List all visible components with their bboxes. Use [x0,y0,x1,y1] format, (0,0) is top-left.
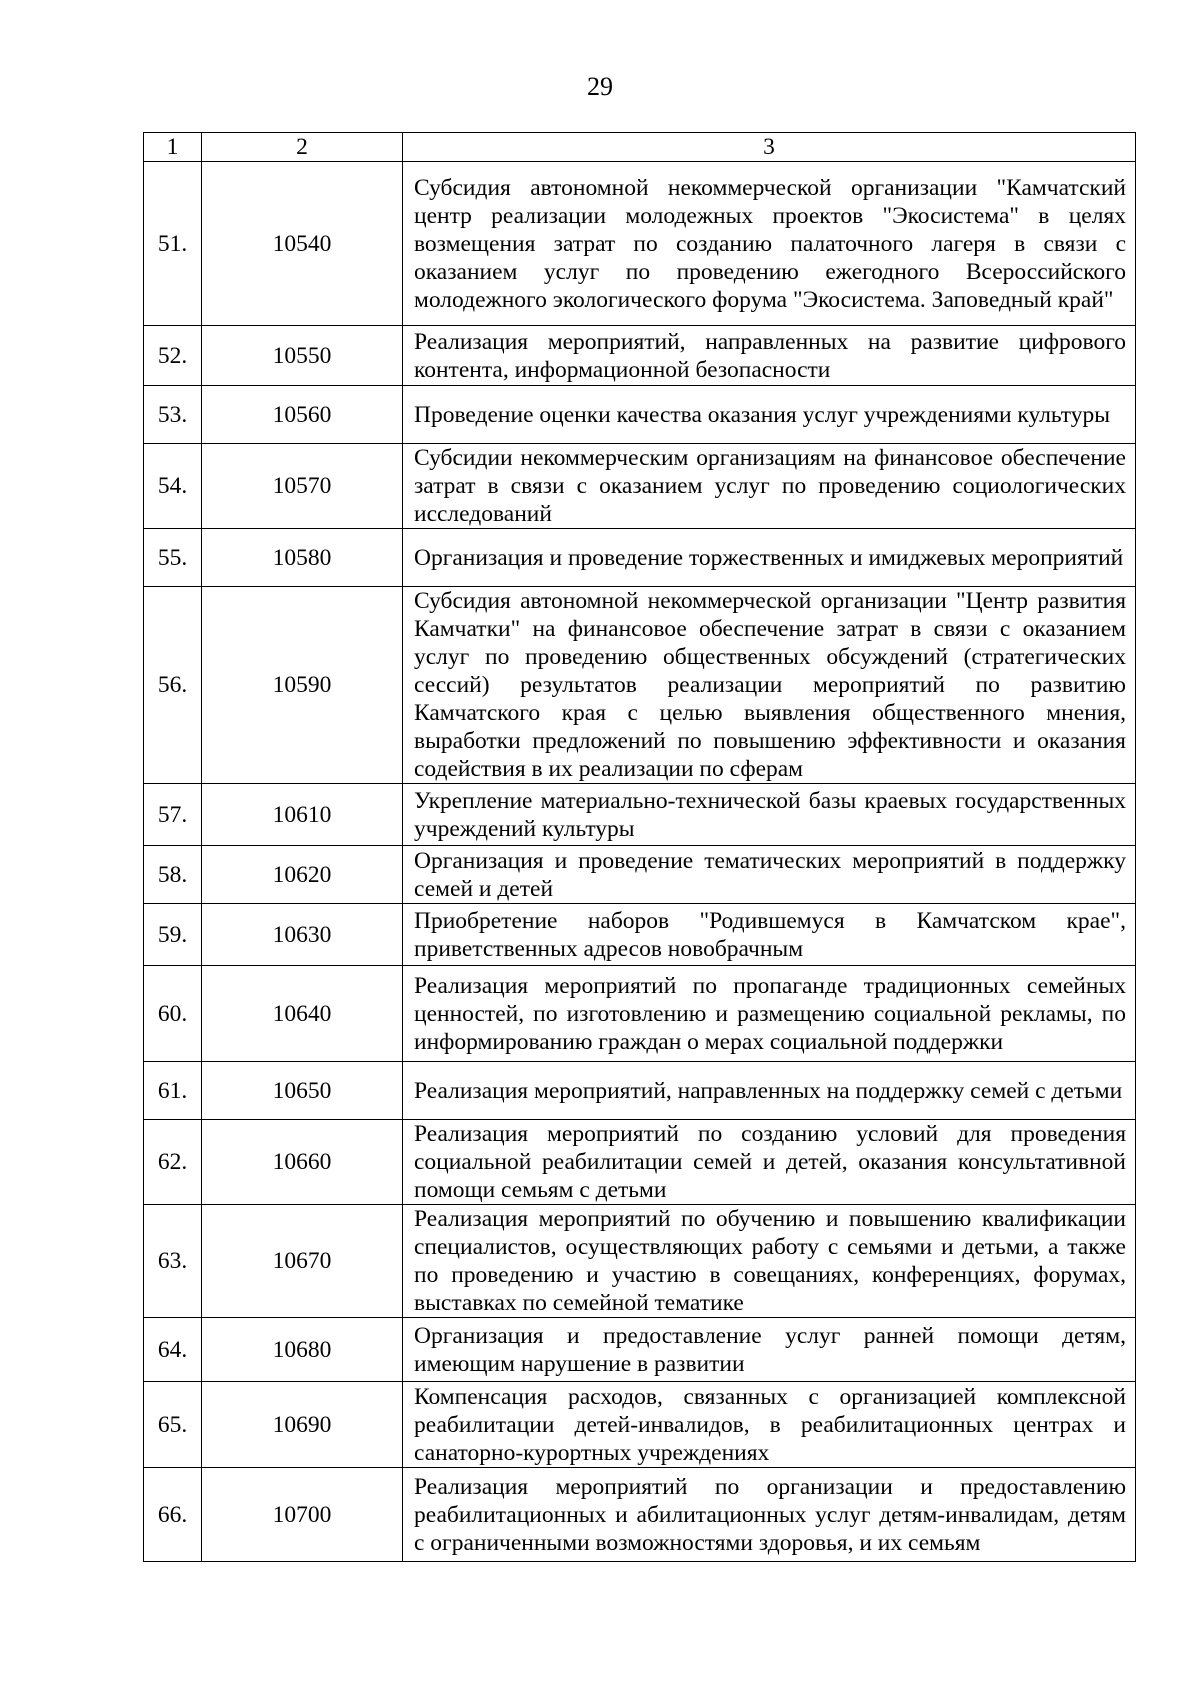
table-row [144,846,1136,904]
row-number: 58. [144,846,202,904]
row-description: Реализация мероприятий по пропаганде традиционных семейных ценностей, по изготовлению и размещению социальной рекламы, по информированию граждан о мерах социальной поддержки [403,966,1136,1062]
row-code: 10540 [202,162,403,326]
row-code: 10610 [202,784,403,846]
row-description: Реализация мероприятий, направленных на поддержку семей с детьми [403,1062,1136,1120]
row-number: 57. [144,784,202,846]
row-description: Проведение оценки качества оказания услуг учреждениями культуры [403,386,1136,444]
table-row [144,1468,1136,1562]
row-number: 65. [144,1382,202,1468]
table-row [144,1062,1136,1120]
row-number: 59. [144,904,202,966]
table-row [144,386,1136,444]
table-row [144,162,1136,326]
column-header-3: 3 [403,133,1136,162]
table-row [144,1318,1136,1382]
table-row [144,587,1136,784]
row-description: Организация и проведение тематических мероприятий в поддержку семей и детей [403,846,1136,904]
table-header-row [144,133,1136,162]
row-number: 56. [144,587,202,784]
column-header-1: 1 [144,133,202,162]
row-description: Реализация мероприятий по обучению и повышению квалификации специалистов, осуществляющих работу с семьями и детьми, а также по проведению и участию в совещаниях, конференциях, форумах, выставках по семейной тематике [403,1205,1136,1318]
row-number: 63. [144,1205,202,1318]
row-code: 10680 [202,1318,403,1382]
row-description: Реализация мероприятий по созданию условий для проведения социальной реабилитации семей и детей, оказания консультативной помощи семьям с детьми [403,1120,1136,1205]
row-description: Субсидии некоммерческим организациям на финансовое обеспечение затрат в связи с оказанием услуг по проведению социологических исследований [403,444,1136,529]
budget-codes-table [143,132,1136,1562]
row-description: Компенсация расходов, связанных с организацией комплексной реабилитации детей-инвалидов, в реабилитационных центрах и санаторно-курортных учреждениях [403,1382,1136,1468]
row-description: Реализация мероприятий по организации и предоставлению реабилитационных и абилитационных услуг детям-инвалидам, детям с ограниченными возможностями здоровья, и их семьям [403,1468,1136,1562]
table-row [144,444,1136,529]
table-row [144,784,1136,846]
row-description: Приобретение наборов "Родившемуся в Камчатском крае", приветственных адресов новобрачным [403,904,1136,966]
row-code: 10620 [202,846,403,904]
page-number: 29 [587,72,613,101]
column-header-2: 2 [202,133,403,162]
table-row [144,1205,1136,1318]
row-number: 61. [144,1062,202,1120]
row-number: 53. [144,386,202,444]
table-row [144,326,1136,386]
row-number: 64. [144,1318,202,1382]
row-code: 10580 [202,529,403,587]
row-description: Реализация мероприятий, направленных на развитие цифрового контента, информационной безопасности [403,326,1136,386]
row-code: 10590 [202,587,403,784]
row-number: 54. [144,444,202,529]
row-code: 10560 [202,386,403,444]
row-code: 10570 [202,444,403,529]
row-code: 10650 [202,1062,403,1120]
row-code: 10630 [202,904,403,966]
row-description: Субсидия автономной некоммерческой организации "Камчатский центр реализации молодежных проектов "Экосистема" в целях возмещения затрат по созданию палаточного лагеря в связи с оказанием услуг по проведению ежегодного Всероссийского молодежного экологического форума "Экосистема. Заповедный край" [403,162,1136,326]
row-number: 66. [144,1468,202,1562]
row-description: Субсидия автономной некоммерческой организации "Центр развития Камчатки" на финансовое обеспечение затрат в связи с оказанием услуг по проведению общественных обсуждений (стратегических сессий) результатов реализации мероприятий по развитию Камчатского края с целью выявления общественного мнения, выработки предложений по повышению эффективности и оказания содействия в их реализации по сферам [403,587,1136,784]
table-row [144,904,1136,966]
row-code: 10550 [202,326,403,386]
row-code: 10640 [202,966,403,1062]
row-description: Организация и проведение торжественных и имиджевых мероприятий [403,529,1136,587]
row-number: 60. [144,966,202,1062]
row-code: 10670 [202,1205,403,1318]
row-code: 10700 [202,1468,403,1562]
table-row [144,1120,1136,1205]
table-row [144,966,1136,1062]
row-description: Организация и предоставление услуг ранней помощи детям, имеющим нарушение в развитии [403,1318,1136,1382]
table-row [144,1382,1136,1468]
row-number: 62. [144,1120,202,1205]
row-number: 55. [144,529,202,587]
row-number: 51. [144,162,202,326]
row-number: 52. [144,326,202,386]
row-code: 10660 [202,1120,403,1205]
table-row [144,529,1136,587]
row-description: Укрепление материально-технической базы краевых государственных учреждений культуры [403,784,1136,846]
row-code: 10690 [202,1382,403,1468]
